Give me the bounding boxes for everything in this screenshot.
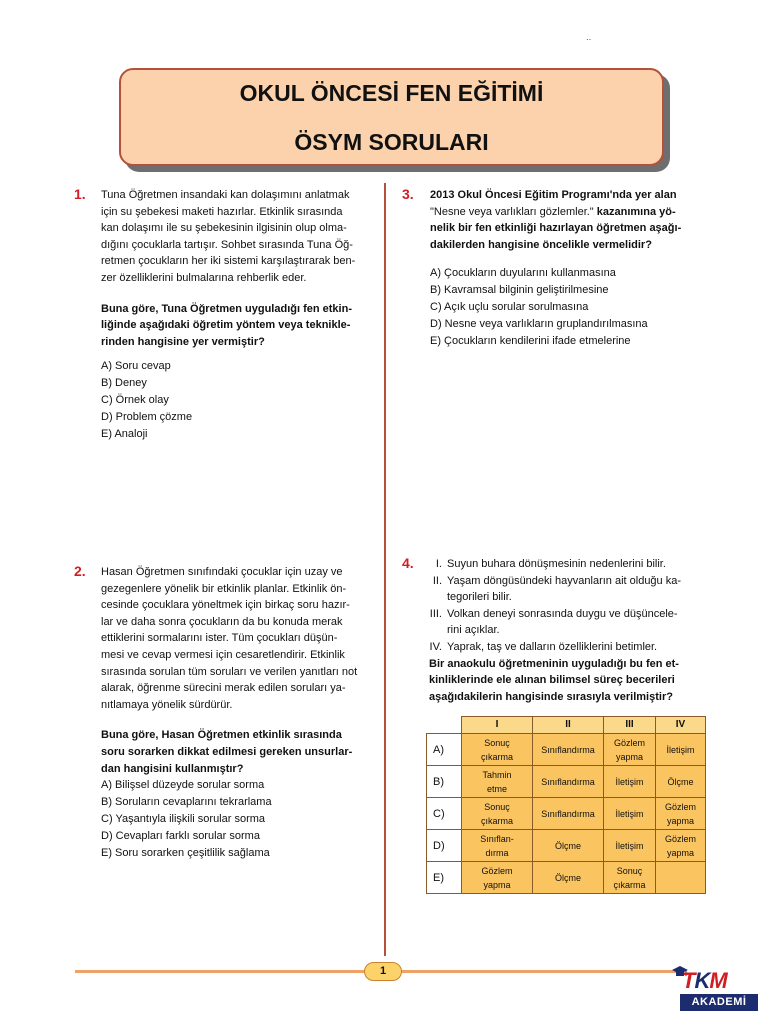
answer-option-a[interactable]: A) Bilişsel düzeyde sorular sorma xyxy=(101,779,265,791)
question-4 xyxy=(426,556,698,705)
question-3-stem xyxy=(430,220,696,253)
answer-option-d[interactable]: D) Nesne veya varlıkların gruplandırılmasına xyxy=(430,318,648,330)
row-label: E) xyxy=(427,862,462,894)
question-2-stem-line: soru sorarken dikkat edilmesi gereken unsurlar- xyxy=(101,745,353,758)
question-1 xyxy=(101,187,365,350)
roman-item-text: rini açıklar. xyxy=(447,624,500,637)
answer-option-a[interactable]: A) Çocukların duyularını kullanmasına xyxy=(430,267,616,279)
question-1-body-line: zer özelliklerini bulmalarına rehberlik eder. xyxy=(101,271,307,284)
page-title: OKUL ÖNCESİ FEN EĞİTİMİ xyxy=(239,80,544,106)
answer-option-e[interactable]: E) Çocukların kendilerini ifade etmelerine xyxy=(430,335,631,347)
row-label: B) xyxy=(427,766,462,798)
answer-table-row[interactable] xyxy=(427,766,706,798)
row-label: D) xyxy=(427,830,462,862)
top-mark: ‥ xyxy=(586,33,592,42)
roman-numeral: IV. xyxy=(429,640,442,653)
table-cell: Sınıflandırma xyxy=(533,734,604,766)
question-2-body-line: ettiklerini sormalarını ister. Tüm çocukları düşün- xyxy=(101,632,338,645)
table-cell: Sonuç çıkarma xyxy=(462,734,533,766)
question-1-body xyxy=(101,187,365,287)
question-1-stem-line: liğinde aşağıdaki öğretim yöntem veya teknikle- xyxy=(101,319,351,332)
table-cell: İletişim xyxy=(656,734,706,766)
question-2-body-line: gezegenlere yönelik bir etkinlik planlar. Etkinlik ön- xyxy=(101,582,347,595)
question-1-stem xyxy=(101,301,365,351)
roman-item xyxy=(426,573,698,590)
question-2-stem-line: dan hangisini kullanmıştır? xyxy=(101,762,244,775)
question-2-stem-line: Buna göre, Hasan Öğretmen etkinlik sırasında xyxy=(101,729,342,742)
logo-t: T xyxy=(682,968,695,993)
question-2 xyxy=(101,564,365,777)
question-4-stem xyxy=(429,656,698,706)
answer-option-c[interactable]: C) Yaşantıyla ilişkili sorular sorma xyxy=(101,813,266,825)
roman-item xyxy=(426,556,698,573)
question-2-body-line: nıtlamaya yönelik sürdürür. xyxy=(101,698,233,711)
roman-item xyxy=(426,639,698,656)
question-4-stem-line: kinliklerinde ele alınan bilimsel süreç becerileri xyxy=(429,674,675,687)
question-1-body-line: Tuna Öğretmen insandaki kan dolaşımını anlatmak xyxy=(101,189,350,201)
table-cell: Ölçme xyxy=(533,830,604,862)
col-header-1: I xyxy=(462,717,533,734)
question-4-stem-line: Bir anaokulu öğretmeninin uyguladığı bu fen et- xyxy=(429,657,679,670)
question-1-stem-line: rinden hangisine yer vermiştir? xyxy=(101,335,265,348)
question-2-body-line: Hasan Öğretmen sınıfındaki çocuklar için uzay ve xyxy=(101,566,343,578)
roman-numeral: III. xyxy=(429,607,442,620)
roman-item xyxy=(426,606,698,623)
question-3-number: 3. xyxy=(402,186,414,202)
answer-option-c[interactable]: C) Açık uçlu sorular sorulmasına xyxy=(430,301,589,313)
question-1-body-line: retmen çocukların her iki sistemi karşılaştırarak ben- xyxy=(101,255,356,268)
answer-option-e[interactable]: E) Soru sorarken çeşitlilik sağlama xyxy=(101,847,270,859)
table-cell: Gözlem yapma xyxy=(656,798,706,830)
roman-numeral: II. xyxy=(432,574,442,587)
answer-option-d[interactable]: D) Cevapları farklı sorular sorma xyxy=(101,830,260,842)
roman-item xyxy=(426,589,698,606)
page-number: 1 xyxy=(364,962,402,981)
table-cell: İletişim xyxy=(604,798,656,830)
question-1-body-line: dığını çocuklarla tartışır. Sohbet sırasında Tuna Öğ- xyxy=(101,238,353,251)
answer-option-b[interactable]: B) Kavramsal bilginin geliştirilmesine xyxy=(430,284,609,296)
question-3-stem-line: nelik bir fen etkinliği hazırlayan öğretmen aşağı- xyxy=(430,222,682,235)
header-box xyxy=(119,68,664,166)
question-2-body xyxy=(101,564,365,713)
answer-table xyxy=(426,716,706,894)
question-4-stem-line: aşağıdakilerin hangisinde sırasıyla verilmiştir? xyxy=(429,690,673,703)
answer-option-c[interactable]: C) Örnek olay xyxy=(101,394,169,406)
answer-option-e[interactable]: E) Analoji xyxy=(101,428,148,440)
table-cell: İletişim xyxy=(604,766,656,798)
page-subtitle: ÖSYM SORULARI xyxy=(294,129,489,155)
roman-item-text: Suyun buhara dönüşmesinin nedenlerini bilir. xyxy=(447,558,666,570)
question-2-number: 2. xyxy=(74,563,86,579)
question-4-number: 4. xyxy=(402,555,414,571)
question-2-body-line: mesi ve cevap vermesi için cesaretlendirir. Etkinlik xyxy=(101,648,345,661)
column-divider xyxy=(384,183,386,956)
table-cell: Tahmin etme xyxy=(462,766,533,798)
tkm-logo xyxy=(672,962,762,1020)
question-1-body-line: için su şebekesi maketi hazırlar. Etkinlik sırasında xyxy=(101,205,343,218)
answer-table-row[interactable] xyxy=(427,830,706,862)
table-cell: Gözlem yapma xyxy=(656,830,706,862)
question-3 xyxy=(430,187,696,253)
question-2-options xyxy=(101,777,272,862)
row-label: A) xyxy=(427,734,462,766)
roman-item xyxy=(426,622,698,639)
question-1-stem-line: Buna göre, Tuna Öğretmen uyguladığı fen etkin- xyxy=(101,302,352,315)
question-2-stem xyxy=(101,727,365,777)
question-2-body-line: lar ve daha sonra çocukların da bu konuda merak xyxy=(101,615,343,628)
table-cell: Ölçme xyxy=(656,766,706,798)
question-2-body-line: cesinde çocuklara yöneltmek için birkaç soru hazır- xyxy=(101,599,350,612)
answer-table-header xyxy=(427,717,706,734)
question-4-items xyxy=(426,556,698,656)
roman-item-text: Volkan deneyi sonrasında duygu ve düşüncele- xyxy=(447,607,678,620)
table-cell: Sınıflandırma xyxy=(533,766,604,798)
answer-table-row[interactable] xyxy=(427,798,706,830)
question-2-body-line: alarak, öğrenme sürecini merak edilen soruları ya- xyxy=(101,682,346,695)
question-3-line-1: 2013 Okul Öncesi Eğitim Programı'nda yer alan xyxy=(430,189,677,201)
logo-wordmark xyxy=(682,968,727,994)
col-header-3: III xyxy=(604,717,656,734)
answer-option-d[interactable]: D) Problem çözme xyxy=(101,411,193,423)
table-cell: Gözlem yapma xyxy=(604,734,656,766)
question-1-number: 1. xyxy=(74,186,86,202)
question-1-options xyxy=(101,358,192,443)
roman-item-text: Yaşam döngüsündeki hayvanların ait olduğu ka- xyxy=(447,574,682,587)
answer-table-corner xyxy=(427,717,462,734)
logo-subtitle: AKADEMİ xyxy=(680,994,758,1011)
question-3-line-2-bold: kazanımına yö- xyxy=(593,205,676,218)
col-header-4: IV xyxy=(656,717,706,734)
roman-numeral xyxy=(426,589,442,606)
col-header-2: II xyxy=(533,717,604,734)
table-cell: İletişim xyxy=(604,830,656,862)
roman-item-text: Yaprak, taş ve dalların özelliklerini betimler. xyxy=(447,640,658,653)
answer-option-a[interactable]: A) Soru cevap xyxy=(101,360,171,372)
table-cell: Ölçme xyxy=(533,862,604,894)
table-cell: Sınıflandırma xyxy=(533,798,604,830)
question-1-body-line: kan dolaşımı ile su şebekesinin ilgisinin olup olma- xyxy=(101,222,347,235)
answer-option-b[interactable]: B) Deney xyxy=(101,377,147,389)
roman-item-text: tegorileri bilir. xyxy=(447,591,512,604)
logo-k: K xyxy=(694,968,710,993)
table-cell: Sınıflan- dırma xyxy=(462,830,533,862)
roman-numeral xyxy=(426,622,442,639)
logo-m: M xyxy=(709,968,727,993)
table-cell: Sonuç çıkarma xyxy=(604,862,656,894)
answer-table-row[interactable] xyxy=(427,734,706,766)
row-label: C) xyxy=(427,798,462,830)
table-cell: Sonuç çıkarma xyxy=(462,798,533,830)
table-cell: Gözlem yapma xyxy=(462,862,533,894)
answer-table-row[interactable] xyxy=(427,862,706,894)
question-3-stem-line: dakilerden hangisine öncelikle vermelidir? xyxy=(430,238,652,251)
table-cell xyxy=(656,862,706,894)
answer-option-b[interactable]: B) Soruların cevaplarını tekrarlama xyxy=(101,796,272,808)
question-3-quote: "Nesne veya varlıkları gözlemler." xyxy=(430,205,594,218)
roman-numeral: I. xyxy=(435,558,442,570)
question-3-options xyxy=(430,265,648,350)
question-2-body-line: sırasında sorulan tüm soruları ve verilen yanıtları not xyxy=(101,665,358,678)
